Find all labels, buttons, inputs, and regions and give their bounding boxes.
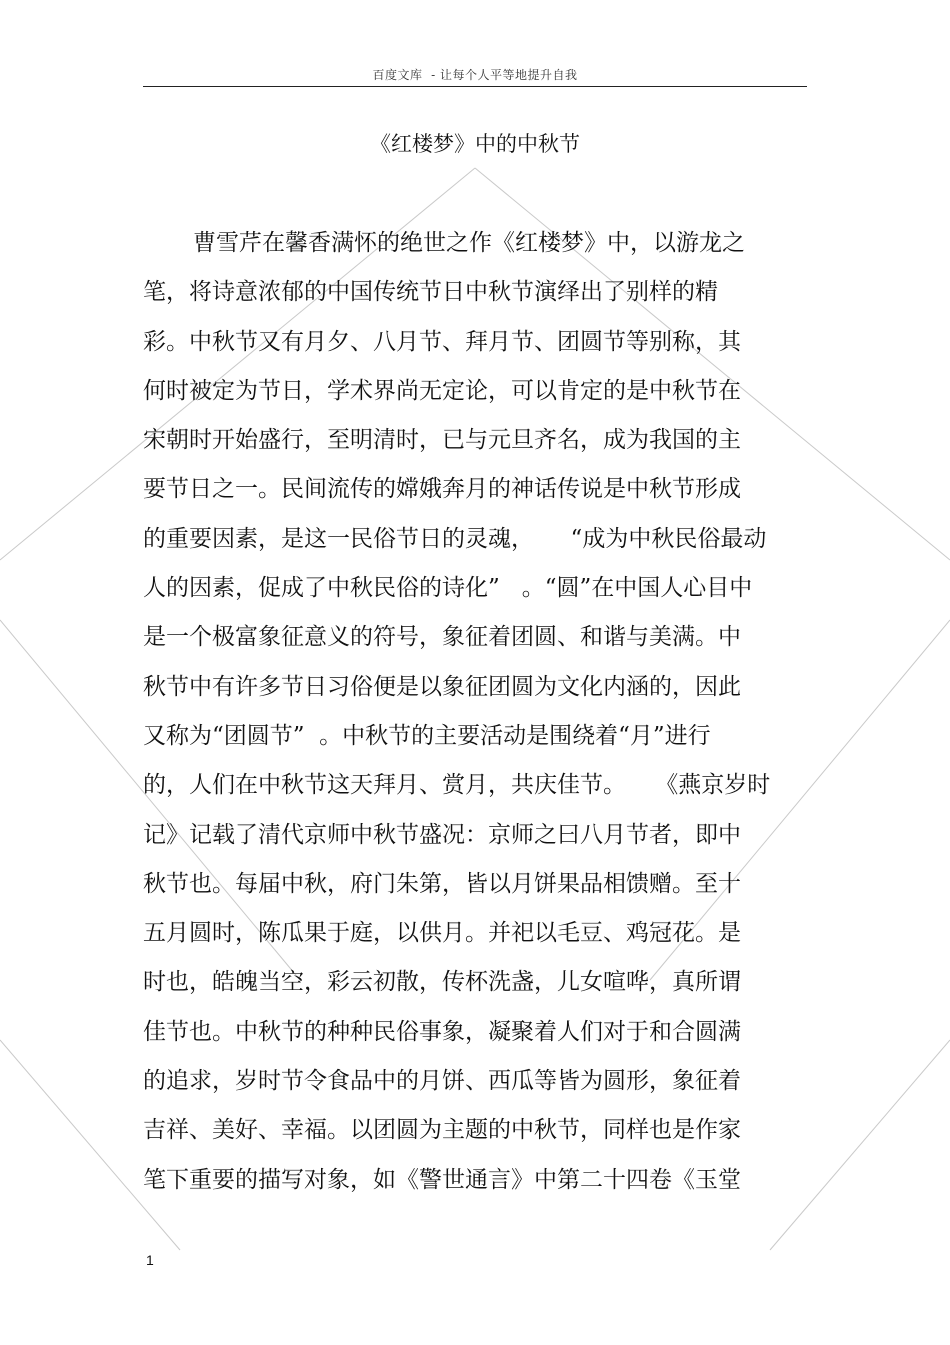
document-title: 《红楼梦》中的中秋节 bbox=[370, 132, 580, 156]
paragraph-line: 秋节也。每届中秋，府门朱第，皆以月饼果品相馈赠。至十 bbox=[143, 870, 741, 897]
paragraph-line: 宋朝时开始盛行，至明清时，已与元旦齐名，成为我国的主 bbox=[143, 427, 741, 454]
paragraph-line: 笔下重要的描写对象，如《警世通言》中第二十四卷《玉堂 bbox=[143, 1166, 741, 1193]
body-paragraph bbox=[143, 226, 843, 1212]
paragraph-line: 的，人们在中秋节这天拜月、赏月，共庆佳节。 《燕京岁时 bbox=[143, 772, 771, 799]
page-header: 百度文库 - 让每个人平等地提升自我 bbox=[372, 68, 578, 82]
paragraph-line: 又称为“团圆节” 。中秋节的主要活动是围绕着“月”进行 bbox=[143, 722, 711, 749]
paragraph-line: 佳节也。中秋节的种种民俗事象，凝聚着人们对于和合圆满 bbox=[143, 1018, 741, 1045]
paragraph-line: 笔，将诗意浓郁的中国传统节日中秋节演绎出了别样的精 bbox=[143, 279, 718, 306]
paragraph-line: 人的因素，促成了中秋民俗的诗化” 。“圆”在中国人心目中 bbox=[143, 575, 753, 602]
paragraph-line: 记》记载了清代京师中秋节盛况：京师之曰八月节者，即中 bbox=[143, 821, 741, 848]
header-divider bbox=[143, 86, 807, 87]
paragraph-line: 的重要因素，是这一民俗节日的灵魂， “成为中秋民俗最动 bbox=[143, 525, 767, 552]
paragraph-line: 要节日之一。民间流传的嫦娥奔月的神话传说是中秋节形成 bbox=[143, 476, 741, 503]
paragraph-line: 何时被定为节日，学术界尚无定论，可以肯定的是中秋节在 bbox=[143, 377, 741, 404]
paragraph-line: 的追求，岁时节令食品中的月饼、西瓜等皆为圆形，象征着 bbox=[143, 1068, 741, 1095]
paragraph-line: 五月圆时，陈瓜果于庭，以供月。并祀以毛豆、鸡冠花。是 bbox=[143, 920, 741, 947]
paragraph-line: 曹雪芹在馨香满怀的绝世之作《红楼梦》中，以游龙之 bbox=[193, 230, 745, 256]
paragraph-line: 秋节中有许多节日习俗便是以象征团圆为文化内涵的，因此 bbox=[143, 673, 741, 700]
paragraph-line: 吉祥、美好、幸福。以团圆为主题的中秋节，同样也是作家 bbox=[143, 1117, 741, 1144]
paragraph-line: 彩。中秋节又有月夕、八月节、拜月节、团圆节等别称，其 bbox=[143, 328, 741, 355]
paragraph-line: 是一个极富象征意义的符号，象征着团圆、和谐与美满。中 bbox=[143, 624, 741, 651]
page-number: 1 bbox=[146, 1252, 154, 1268]
paragraph-line: 时也，皓魄当空，彩云初散，传杯洗盏，儿女喧哗，真所谓 bbox=[143, 969, 741, 996]
